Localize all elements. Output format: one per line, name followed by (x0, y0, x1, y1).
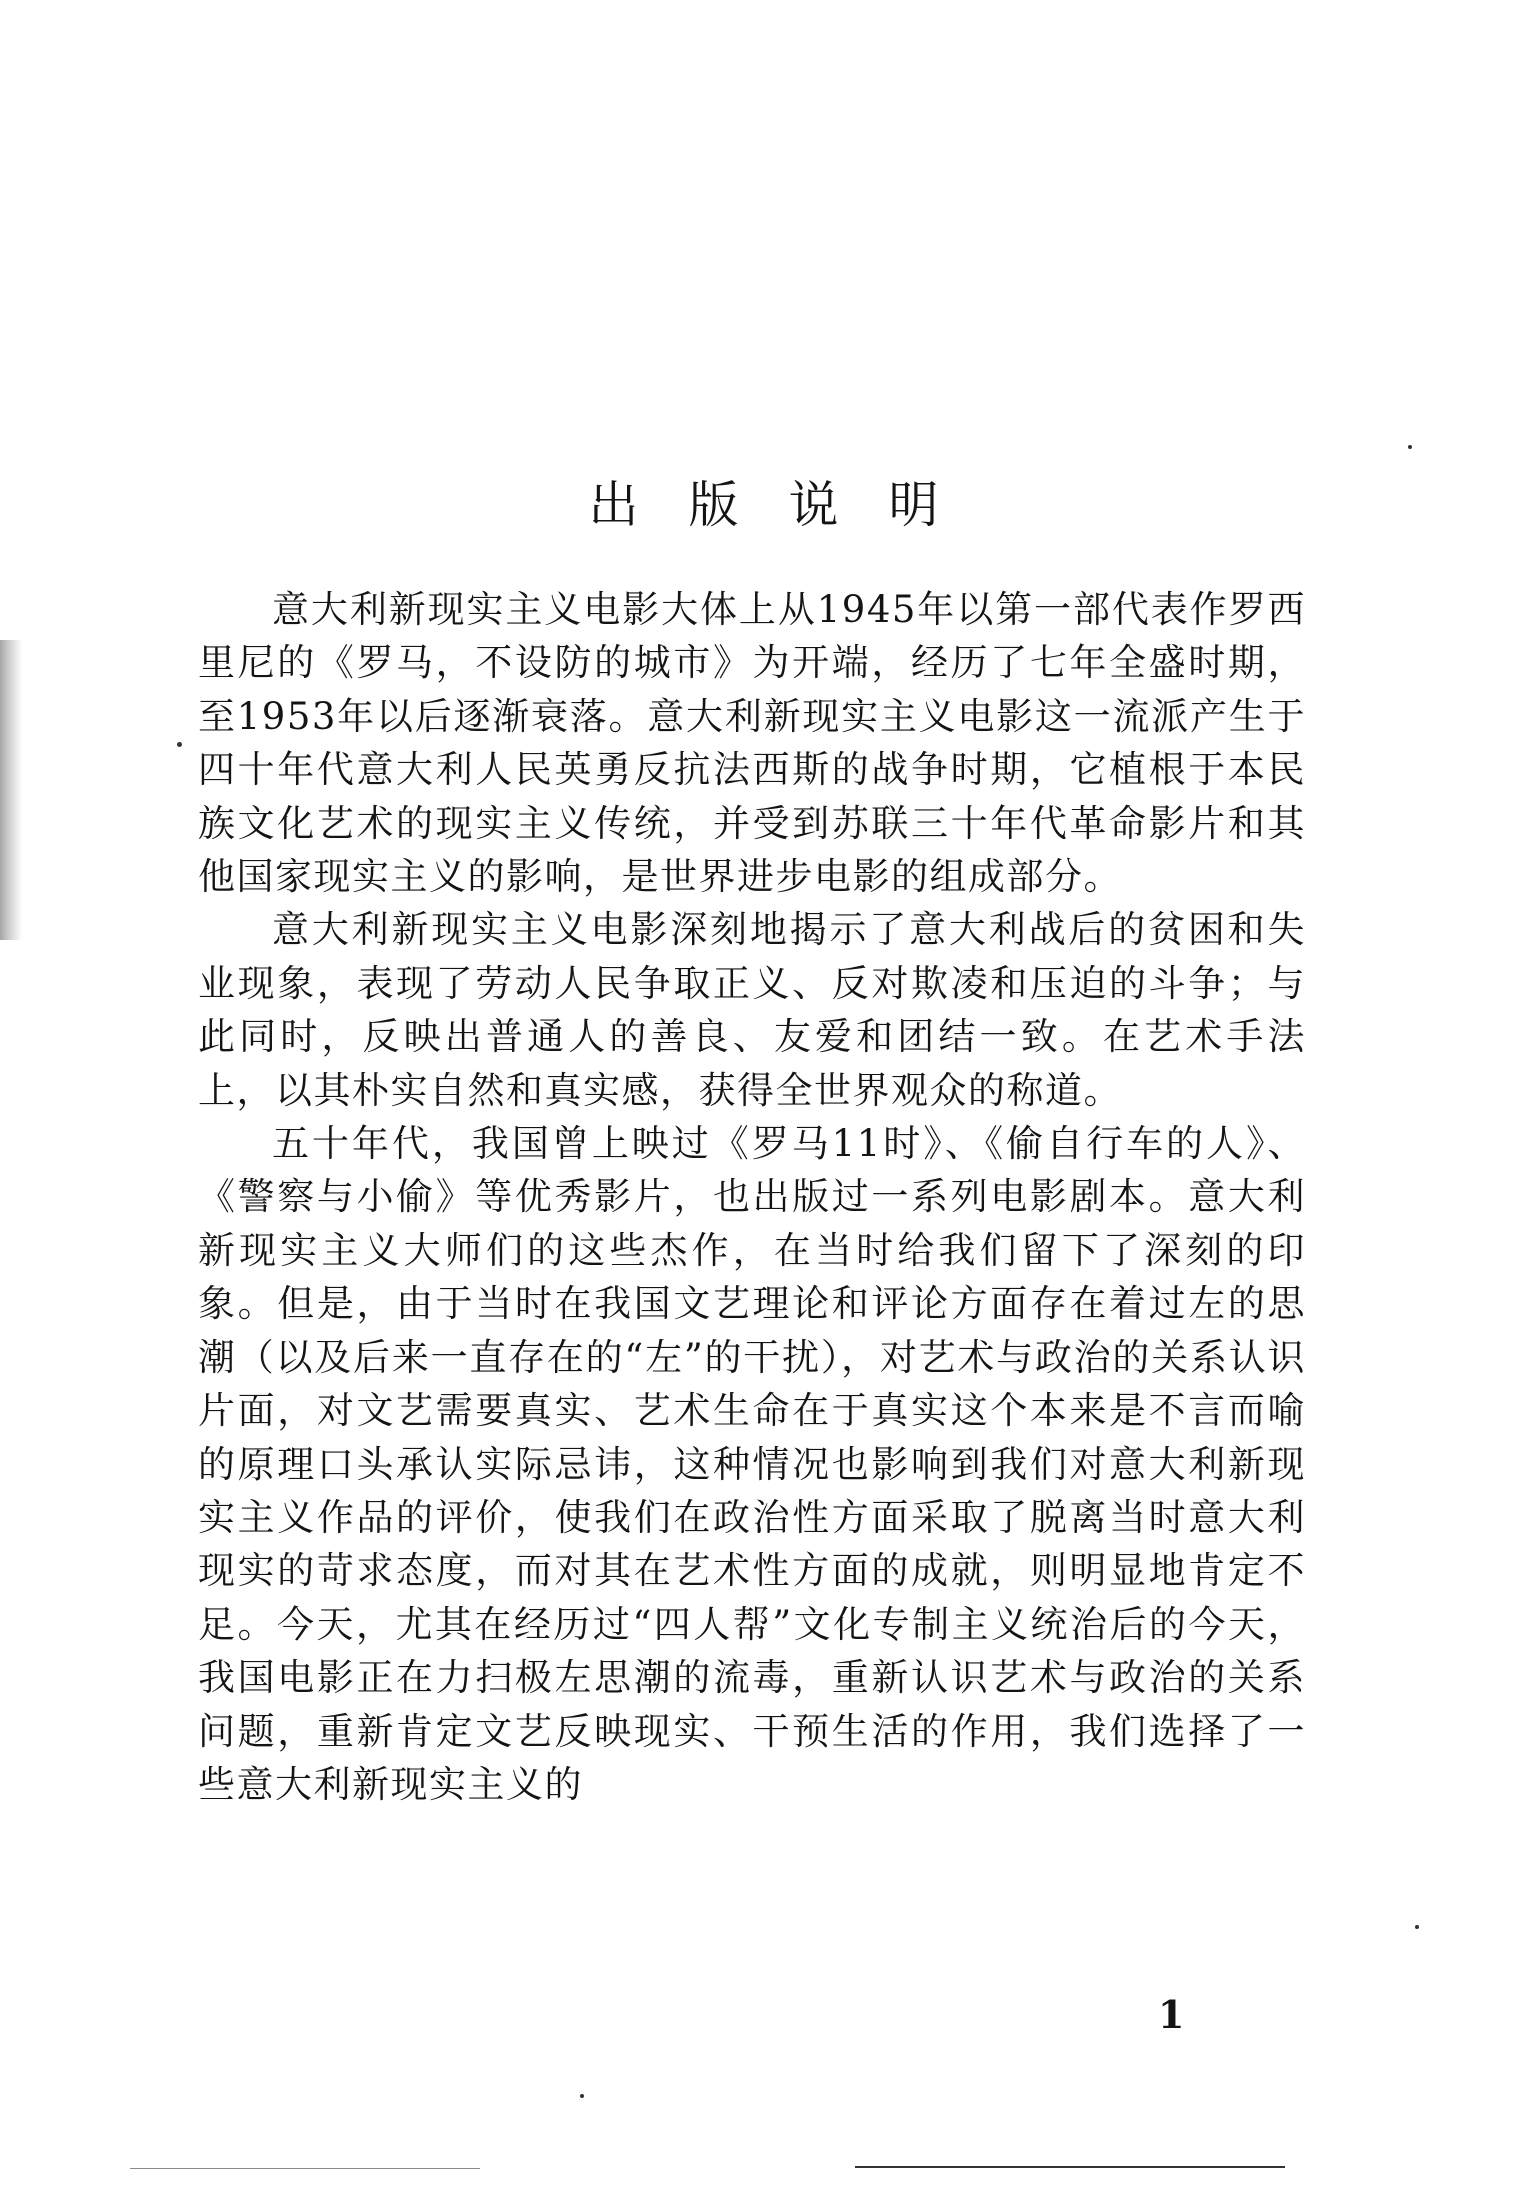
paragraph-1: 意大利新现实主义电影大体上从1945年以第一部代表作罗西里尼的《罗马，不设防的城市》为开端，经历了七年全盛时期，至1953年以后逐渐衰落。意大利新现实主义电影这一流派产生于四十年代意大利人民英勇反抗法西斯的战争时期，它植根于本民族文化艺术的现实主义传统，并受到苏联三十年代革命影片和其他国家现实主义的影响，是世界进步电影的组成部分。 (198, 588, 1306, 899)
paragraph-2: 意大利新现实主义电影深刻地揭示了意大利战后的贫困和失业现象，表现了劳动人民争取正义、反对欺凌和压迫的斗争；与此同时，反映出普通人的善良、友爱和团结一致。在艺术手法上，以其朴实自然和真实感，获得全世界观众的称道。 (198, 908, 1306, 1112)
scan-bottom-line-left (130, 2168, 480, 2169)
page-number: 1 (1158, 1992, 1185, 2037)
scan-margin-shadow (0, 640, 22, 940)
scan-speck (1408, 445, 1412, 449)
scan-speck (1415, 1925, 1419, 1929)
scan-speck (177, 742, 182, 747)
body-text (198, 583, 1306, 1811)
scan-bottom-line-right (855, 2166, 1285, 2168)
scan-speck (580, 2094, 584, 2098)
paragraph-3: 五十年代，我国曾上映过《罗马11时》、《偷自行车的人》、《警察与小偷》等优秀影片，也出版过一系列电影剧本。意大利新现实主义大师们的这些杰作，在当时给我们留下了深刻的印象。但是，由于当时在我国文艺理论和评论方面存在着过左的思潮（以及后来一直存在的“左”的干扰），对艺术与政治的关系认识片面，对文艺需要真实、艺术生命在于真实这个本来是不言而喻的原理口头承认实际忌讳，这种情况也影响到我们对意大利新现实主义作品的评价，使我们在政治性方面采取了脱离当时意大利现实的苛求态度，而对其在艺术性方面的成就，则明显地肯定不足。今天，尤其在经历过“四人帮”文化专制主义统治后的今天，我国电影正在力扫极左思潮的流毒，重新认识艺术与政治的关系问题，重新肯定文艺反映现实、干预生活的作用，我们选择了一些意大利新现实主义的 (198, 1122, 1306, 1806)
page-title: 出版说明 (588, 476, 989, 534)
